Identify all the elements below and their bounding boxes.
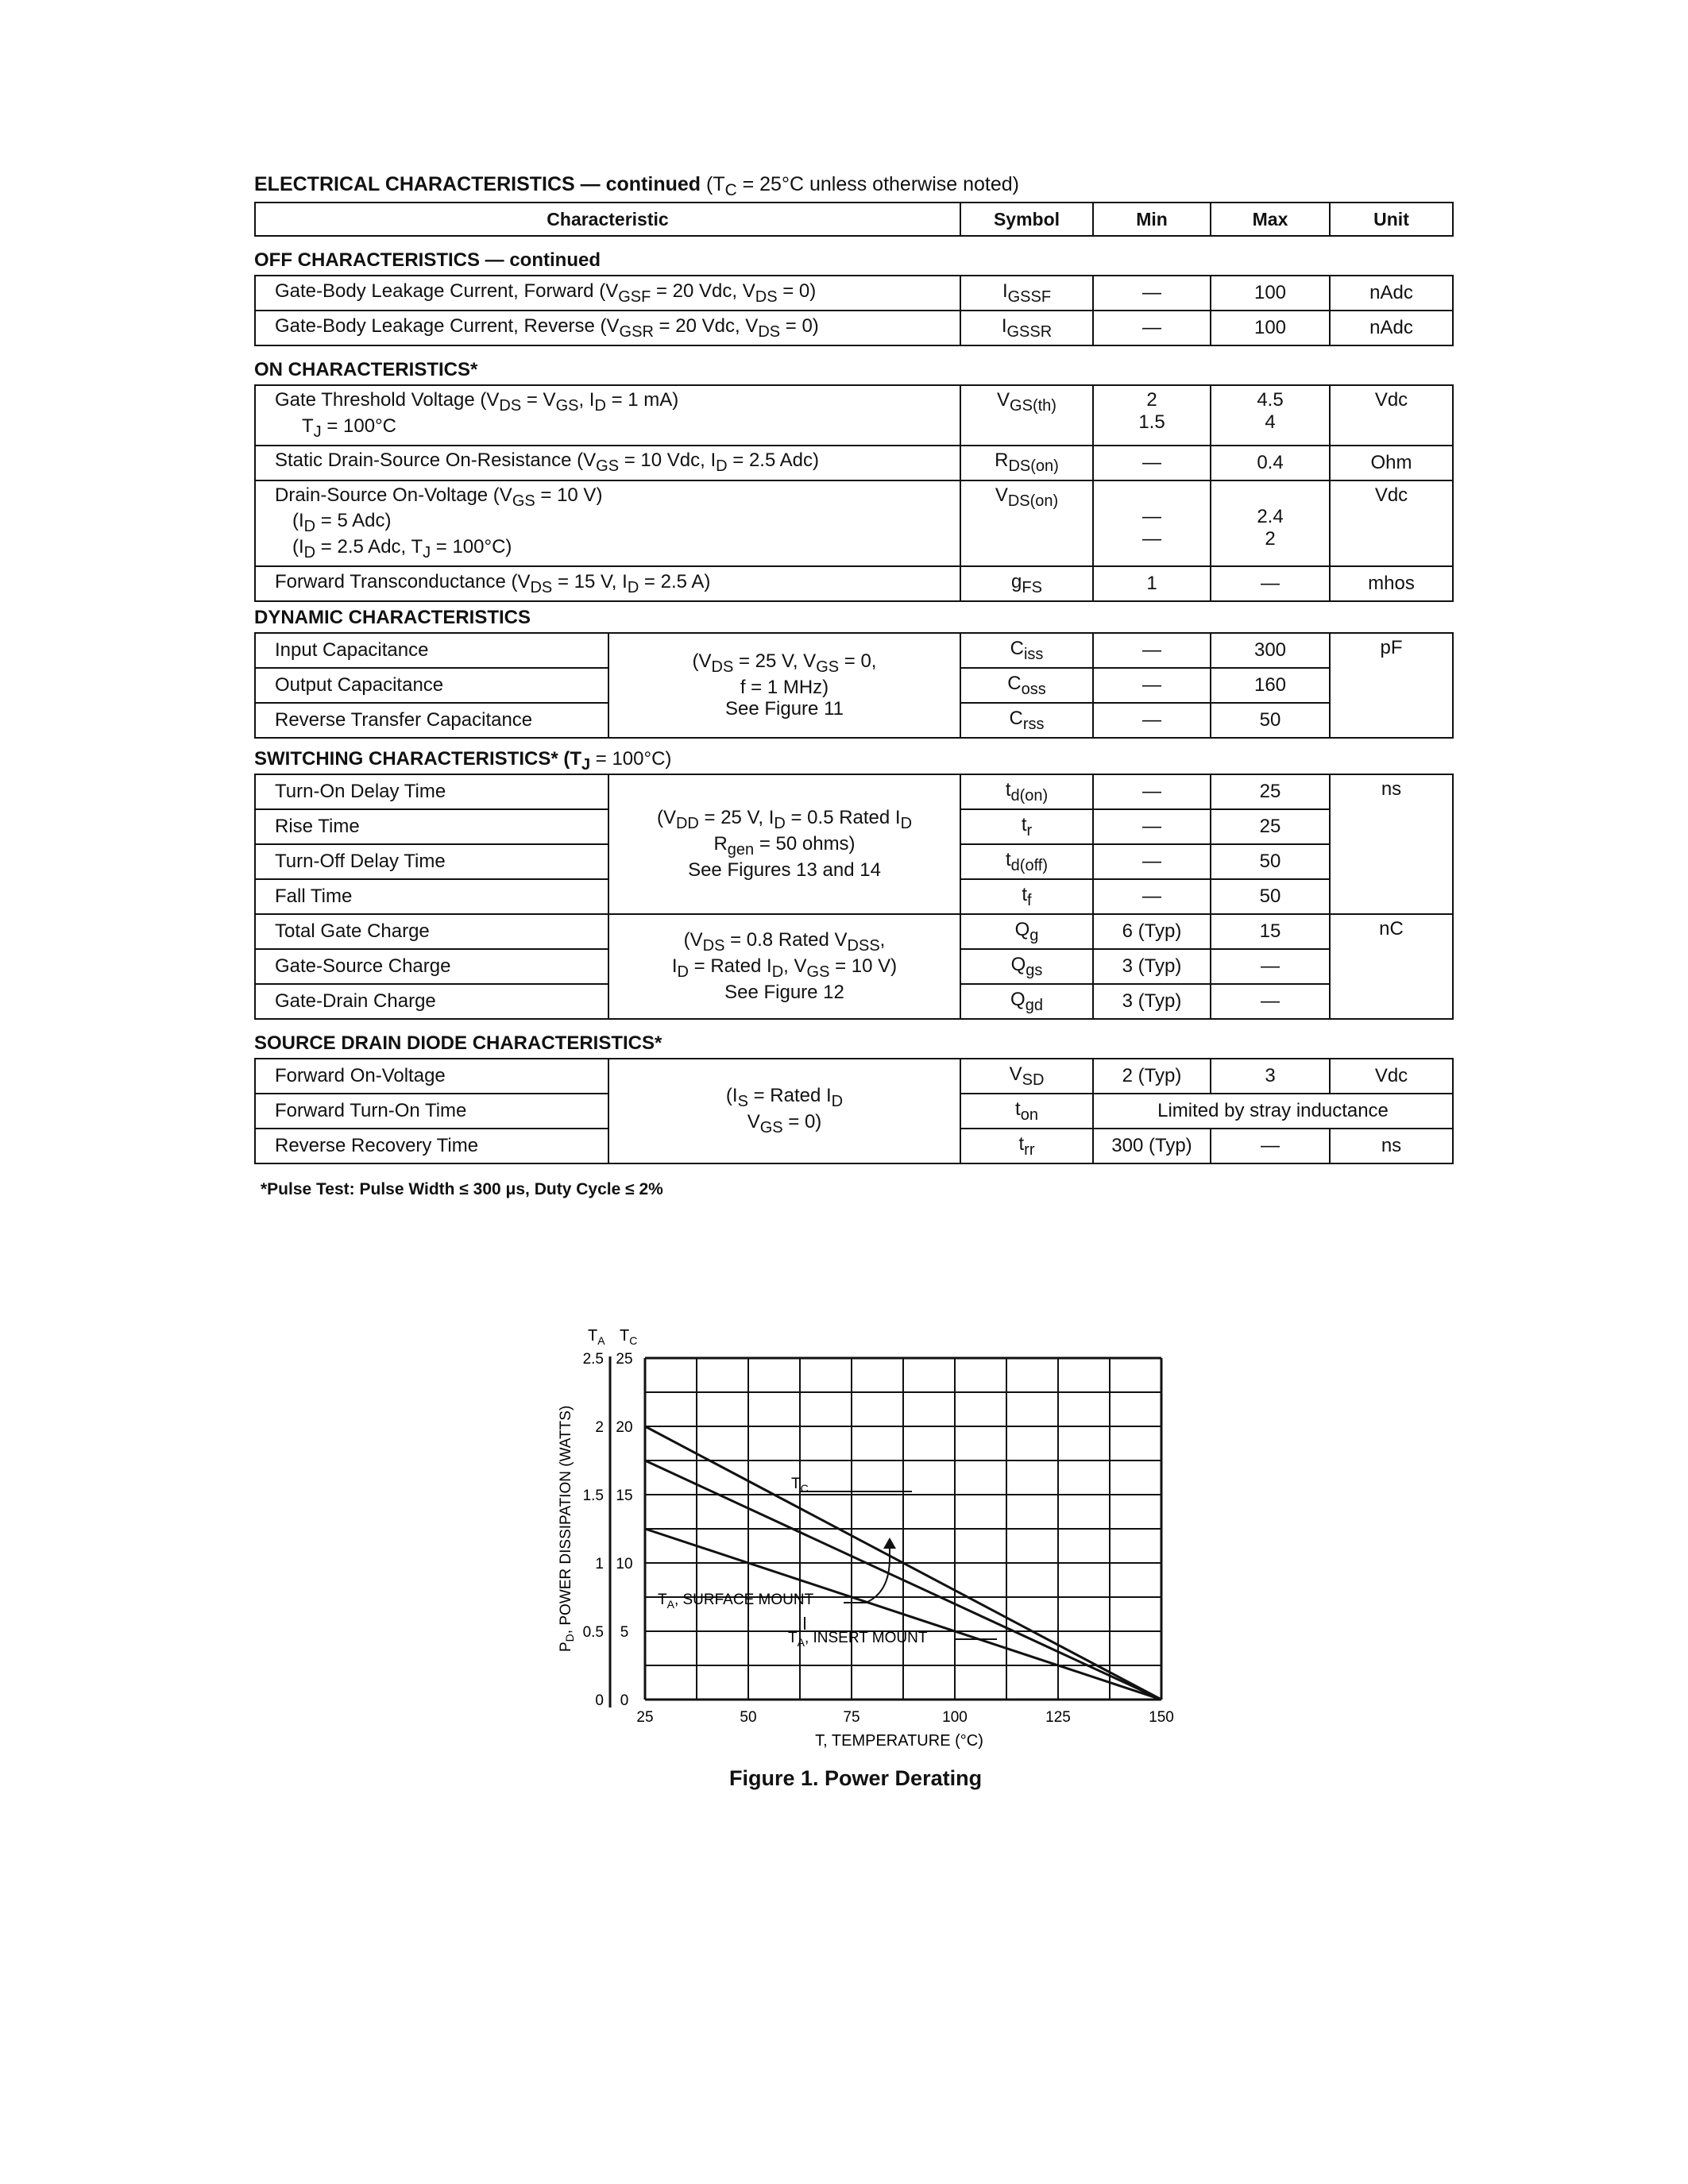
dyn-max: 50: [1211, 703, 1330, 738]
gate-unit: nC: [1330, 914, 1453, 1019]
gate-conditions: ($V_{DS} = 0.8$ Rated $V_{DSS}$, $I_D$ = Rated $I_D$, $V_{GS} = 10$ V) See Figure 12: [608, 914, 960, 1019]
table-row: [255, 914, 1453, 949]
dyn-char: Output Capacitance: [255, 668, 608, 703]
diode-min: 300 (Typ): [1093, 1129, 1211, 1163]
header-title: ELECTRICAL CHARACTERISTICS — continued: [254, 173, 701, 195]
on-gfs-unit: mhos: [1330, 566, 1453, 601]
dyn-conditions: ($V_{DS} = 25$ V, $V_{GS} = 0$, f = 1 MHz) See Figure 11: [608, 633, 960, 738]
sw-max: 50: [1211, 844, 1330, 879]
x-tick-label: 150: [1149, 1709, 1174, 1726]
x-axis-label: T, TEMPERATURE (°C): [815, 1732, 983, 1750]
dyn-min: —: [1093, 703, 1211, 738]
col-min: Min: [1093, 203, 1211, 236]
diode-conditions: ($I_S$ = Rated $I_D$ $V_{GS} = 0$): [608, 1059, 960, 1163]
on-rdson-min: —: [1093, 446, 1211, 480]
gate-char: Total Gate Charge: [255, 914, 608, 949]
diode-char: Forward Turn-On Time: [255, 1094, 608, 1129]
section-dynamic: DYNAMIC CHARACTERISTICS: [254, 607, 531, 628]
header-condition: ($T_C = 25^\circ C$ unless otherwise noted): [706, 173, 1019, 199]
y-axis-label: $P_D$, POWER DISSIPATION (WATTS): [558, 1405, 576, 1652]
sw-min: —: [1093, 879, 1211, 914]
gate-min: 6 (Typ): [1093, 914, 1211, 949]
off-row-min: —: [1093, 311, 1211, 345]
on-gfs-max: —: [1211, 566, 1330, 601]
gate-max: 15: [1211, 914, 1330, 949]
off-row-max: 100: [1211, 311, 1330, 345]
sw-max: 25: [1211, 809, 1330, 844]
switching-table: [254, 774, 1454, 1020]
gate-max: —: [1211, 984, 1330, 1019]
header: [254, 173, 1019, 200]
dyn-char: Reverse Transfer Capacitance: [255, 703, 608, 738]
table-header: [254, 202, 1454, 237]
sw-conditions: ($V_{DD} = 25$ V, $I_D = 0.5$ Rated $I_D$ $R_{gen} = 50$ ohms) See Figures 13 and 14: [608, 774, 960, 914]
ta-tick-label: 0.5: [582, 1624, 604, 1641]
off-row-char: Gate-Body Leakage Current, Reverse ($V_{GSR} = 20$ Vdc, $V_{DS} = 0$): [255, 311, 960, 345]
tc-tick-label: 25: [616, 1351, 633, 1368]
diode-table: [254, 1058, 1454, 1164]
diode-symbol: $t_{on}$: [960, 1094, 1093, 1129]
col-max: Max: [1211, 203, 1330, 236]
gate-char: Gate-Source Charge: [255, 949, 608, 984]
dyn-min: —: [1093, 668, 1211, 703]
table-row: [255, 276, 1453, 311]
col-symbol: Symbol: [960, 203, 1093, 236]
off-table: [254, 275, 1454, 346]
sw-symbol: $t_{d(on)}$: [960, 774, 1093, 809]
table-row: [255, 566, 1453, 601]
x-tick-label: 50: [740, 1709, 757, 1726]
x-tick-label: 100: [942, 1709, 968, 1726]
on-rdson-max: 0.4: [1211, 446, 1330, 480]
diode-max: —: [1211, 1129, 1330, 1163]
diode-symbol: $t_{rr}$: [960, 1129, 1093, 1163]
x-tick-label: 125: [1045, 1709, 1071, 1726]
label-ta-surface: $T_A$, SURFACE MOUNT: [658, 1592, 814, 1611]
table-row: [255, 774, 1453, 809]
gate-min: 3 (Typ): [1093, 949, 1211, 984]
dyn-char: Input Capacitance: [255, 633, 608, 668]
gate-char: Gate-Drain Charge: [255, 984, 608, 1019]
ta-tick-label: 2.5: [582, 1351, 604, 1368]
table-row: [255, 633, 1453, 668]
sw-min: —: [1093, 809, 1211, 844]
tc-axis-name: $T_C$: [620, 1327, 638, 1347]
tc-tick-label: 5: [620, 1624, 629, 1641]
tc-tick-label: 10: [616, 1556, 633, 1572]
arrow-icon: [883, 1538, 896, 1549]
ta-tick-label: 0: [595, 1692, 604, 1709]
on-vgsth-unit: Vdc: [1330, 385, 1453, 446]
gate-max: —: [1211, 949, 1330, 984]
off-row-unit: nAdc: [1330, 311, 1453, 345]
section-on: ON CHARACTERISTICS*: [254, 359, 478, 380]
diode-char: Reverse Recovery Time: [255, 1129, 608, 1163]
gate-symbol: $Q_{gd}$: [960, 984, 1093, 1019]
on-vdson-max: 2.4 2: [1211, 480, 1330, 566]
sw-max: 50: [1211, 879, 1330, 914]
tc-tick-label: 20: [616, 1419, 633, 1436]
tc-tick-label: 15: [616, 1488, 633, 1504]
dyn-symbol: $C_{rss}$: [960, 703, 1093, 738]
x-tick-label: 75: [843, 1709, 860, 1726]
sw-char: Fall Time: [255, 879, 608, 914]
off-row-symbol: $I_{GSSF}$: [960, 276, 1093, 311]
ta-tick-label: 1: [595, 1556, 604, 1572]
dyn-unit: pF: [1330, 633, 1453, 738]
off-row-char: Gate-Body Leakage Current, Forward ($V_{GSF} = 20$ Vdc, $V_{DS} = 0$): [255, 276, 960, 311]
off-row-max: 100: [1211, 276, 1330, 311]
table-row: [255, 311, 1453, 345]
dyn-symbol: $C_{oss}$: [960, 668, 1093, 703]
figure-caption: Figure 1. Power Derating: [729, 1766, 983, 1790]
ta-tick-label: 1.5: [582, 1488, 604, 1504]
on-vdson-char: Drain-Source On-Voltage ($V_{GS} = 10$ V) ($I_D = 5$ Adc) ($I_D = 2.5$ Adc, $T_J = 100^\circ C$): [255, 480, 960, 566]
on-rdson-symbol: $R_{DS(on)}$: [960, 446, 1093, 480]
diode-max: 3: [1211, 1059, 1330, 1094]
power-derating-chart: [540, 1318, 1176, 1755]
sw-symbol: $t_f$: [960, 879, 1093, 914]
off-row-min: —: [1093, 276, 1211, 311]
on-vgsth-min: 2 1.5: [1093, 385, 1211, 446]
dyn-min: —: [1093, 633, 1211, 668]
on-vgsth-symbol: $V_{GS(th)}$: [960, 385, 1093, 446]
on-vdson-unit: Vdc: [1330, 480, 1453, 566]
table-row: [255, 1059, 1453, 1094]
off-row-symbol: $I_{GSSR}$: [960, 311, 1093, 345]
sw-char: Turn-Off Delay Time: [255, 844, 608, 879]
label-ta-insert: $T_A$, INSERT MOUNT: [788, 1630, 928, 1649]
on-vdson-symbol: $V_{DS(on)}$: [960, 480, 1093, 566]
label-tc: $T_C$: [791, 1476, 809, 1495]
table-row: [255, 385, 1453, 446]
diode-char: Forward On-Voltage: [255, 1059, 608, 1094]
dyn-max: 300: [1211, 633, 1330, 668]
section-diode: SOURCE DRAIN DIODE CHARACTERISTICS*: [254, 1032, 662, 1054]
gate-min: 3 (Typ): [1093, 984, 1211, 1019]
tc-tick-label: 0: [620, 1692, 629, 1709]
sw-symbol: $t_r$: [960, 809, 1093, 844]
diode-unit: ns: [1330, 1129, 1453, 1163]
on-rdson-char: Static Drain-Source On-Resistance ($V_{GS} = 10$ Vdc, $I_D = 2.5$ Adc): [255, 446, 960, 480]
on-table: [254, 384, 1454, 602]
on-vdson-min: — —: [1093, 480, 1211, 566]
section-switching: SWITCHING CHARACTERISTICS* $(T_J = 100^\circ C)$: [254, 748, 672, 774]
diode-min: 2 (Typ): [1093, 1059, 1211, 1094]
col-unit: Unit: [1330, 203, 1453, 236]
on-rdson-unit: Ohm: [1330, 446, 1453, 480]
diode-unit: Vdc: [1330, 1059, 1453, 1094]
ta-tick-label: 2: [595, 1419, 604, 1436]
on-vgsth-max: 4.5 4: [1211, 385, 1330, 446]
on-vgsth-char: Gate Threshold Voltage ($V_{DS} = V_{GS}$, $I_D = 1$ mA) $T_J = 100^\circ C$: [255, 385, 960, 446]
sw-unit: ns: [1330, 774, 1453, 914]
gate-symbol: $Q_g$: [960, 914, 1093, 949]
sw-char: Rise Time: [255, 809, 608, 844]
diode-symbol: $V_{SD}$: [960, 1059, 1093, 1094]
table-row: [255, 480, 1453, 566]
sw-min: —: [1093, 844, 1211, 879]
dyn-max: 160: [1211, 668, 1330, 703]
sw-max: 25: [1211, 774, 1330, 809]
sw-char: Turn-On Delay Time: [255, 774, 608, 809]
sw-symbol: $t_{d(off)}$: [960, 844, 1093, 879]
sw-min: —: [1093, 774, 1211, 809]
ta-axis-name: $T_A$: [588, 1327, 605, 1347]
off-row-unit: nAdc: [1330, 276, 1453, 311]
section-off: OFF CHARACTERISTICS — continued: [254, 249, 601, 271]
x-tick-label: 25: [636, 1709, 654, 1726]
on-gfs-char: Forward Transconductance ($V_{DS} = 15$ V, $I_D = 2.5$ A): [255, 566, 960, 601]
gate-symbol: $Q_{gs}$: [960, 949, 1093, 984]
diode-span: Limited by stray inductance: [1093, 1094, 1453, 1129]
dynamic-table: [254, 632, 1454, 739]
col-characteristic: Characteristic: [255, 203, 960, 236]
on-gfs-min: 1: [1093, 566, 1211, 601]
footnote: *Pulse Test: Pulse Width ≤ 300 μs, Duty Cycle ≤ 2%: [261, 1180, 663, 1198]
dyn-symbol: $C_{iss}$: [960, 633, 1093, 668]
on-gfs-symbol: $g_{FS}$: [960, 566, 1093, 601]
table-row: [255, 446, 1453, 480]
